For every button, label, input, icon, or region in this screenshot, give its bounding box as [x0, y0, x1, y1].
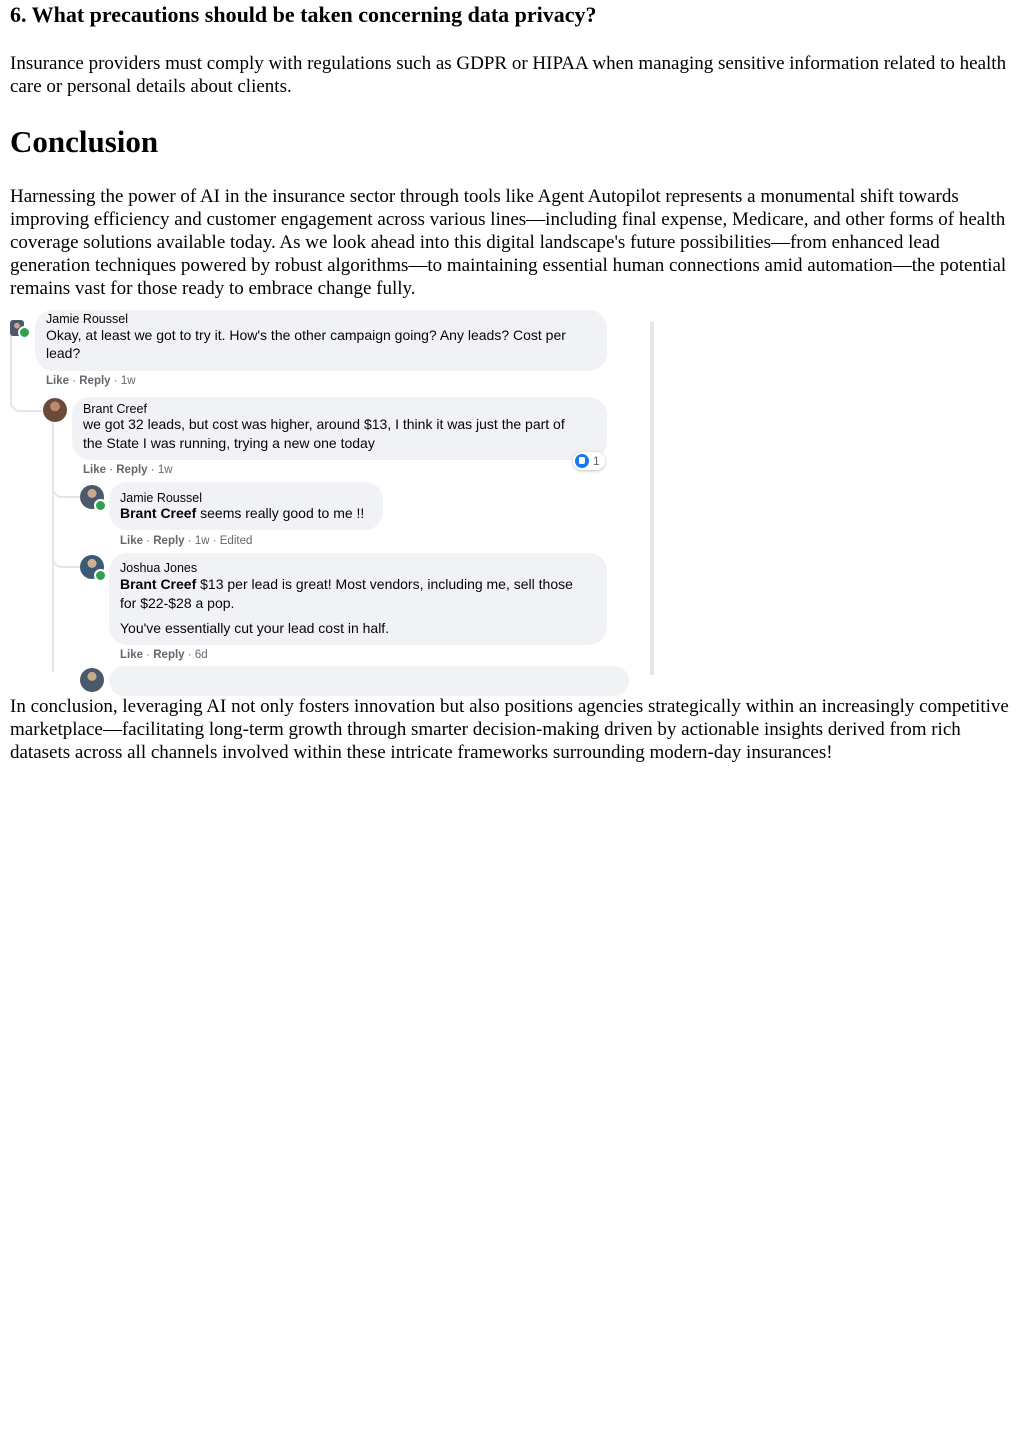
comment-text-line: the State I was running, trying a new one today [83, 435, 375, 451]
comment-text-line: Brant Creef $13 per lead is great! Most vendors, including me, sell those [120, 576, 573, 592]
comment-time[interactable]: 6d [194, 649, 208, 661]
reaction-count[interactable]: 1 [573, 452, 605, 470]
thumbs-up-icon [575, 454, 589, 468]
thread-connector [52, 542, 80, 568]
comment-text: Brant Creef seems really good to me !! [120, 505, 365, 521]
faq-question: 6. What precautions should be taken concerning data privacy? [10, 2, 597, 27]
like-link[interactable]: Like [120, 535, 144, 547]
comment-actions: Like · Reply · 1w [83, 464, 173, 476]
avatar[interactable] [80, 668, 104, 692]
reply-link[interactable]: Reply [79, 375, 111, 387]
comment-bubble [109, 666, 629, 696]
comment-time[interactable]: 1w [157, 464, 173, 476]
comment-author[interactable]: Jamie Roussel [120, 491, 202, 505]
online-status-dot [18, 326, 31, 339]
avatar[interactable] [43, 398, 67, 422]
reply-link[interactable]: Reply [153, 649, 185, 661]
comment-text-line: lead? [46, 345, 81, 361]
comment-time[interactable]: 1w [194, 535, 210, 547]
comment-time[interactable]: 1w [120, 375, 136, 387]
screenshot-scroll-edge [650, 322, 654, 675]
closing-paragraph: In conclusion, leveraging AI not only fosters innovation but also positions agencies strategically within an increasingly competitive marketplace—facilitating long-term growth through smarter decision-making driven by actionable insights derived from rich datasets across all channels involved within these intricate frameworks surrounding modern-day insurances! [10, 696, 1009, 763]
comment-actions: Like · Reply · 1w · Edited [120, 535, 253, 547]
conclusion-paragraph: Harnessing the power of AI in the insurance sector through tools like Agent Autopilot represents a monumental shift towards improving efficiency and customer engagement across various lines—including final expense, Medicare, and other forms of health coverage solutions available today. As we look ahead into this digital landscape's future possibilities—from enhanced lead generation techniques powered by robust algorithms—to maintaining essential human connections amid automation—the potential remains vast for those ready to embrace change fully. [10, 186, 1007, 299]
comment-author[interactable]: Brant Creef [83, 402, 147, 416]
comment-text-line: we got 32 leads, but cost was higher, around $13, I think it was just the part of [83, 416, 565, 432]
like-link[interactable]: Like [46, 375, 70, 387]
thread-connector [52, 472, 80, 498]
comment-actions: Like · Reply · 1w [46, 375, 136, 387]
mention-link[interactable]: Brant Creef [120, 505, 197, 521]
online-status-dot [94, 499, 107, 512]
comment-author[interactable]: Joshua Jones [120, 561, 198, 575]
comment-author[interactable]: Jamie Roussel [46, 312, 128, 326]
like-link[interactable]: Like [120, 649, 144, 661]
reply-link[interactable]: Reply [153, 535, 185, 547]
online-status-dot [94, 569, 107, 582]
faq-answer: Insurance providers must comply with regulations such as GDPR or HIPAA when managing sensitive information related to health care or personal details about clients. [10, 53, 1007, 97]
edited-label[interactable]: Edited [219, 535, 253, 547]
comment-text-line: You've essentially cut your lead cost in half. [120, 620, 390, 636]
comment-actions: Like · Reply · 6d [120, 649, 208, 661]
thread-connector [10, 382, 42, 412]
mention-link[interactable]: Brant Creef [120, 576, 197, 592]
like-link[interactable]: Like [83, 464, 107, 476]
facebook-comments-screenshot [10, 312, 658, 675]
reply-link[interactable]: Reply [116, 464, 148, 476]
comment-text-line: Okay, at least we got to try it. How's the other campaign going? Any leads? Cost per [46, 327, 566, 343]
conclusion-heading: Conclusion [10, 124, 159, 159]
comment-text-line: for $22-$28 a pop. [120, 595, 235, 611]
